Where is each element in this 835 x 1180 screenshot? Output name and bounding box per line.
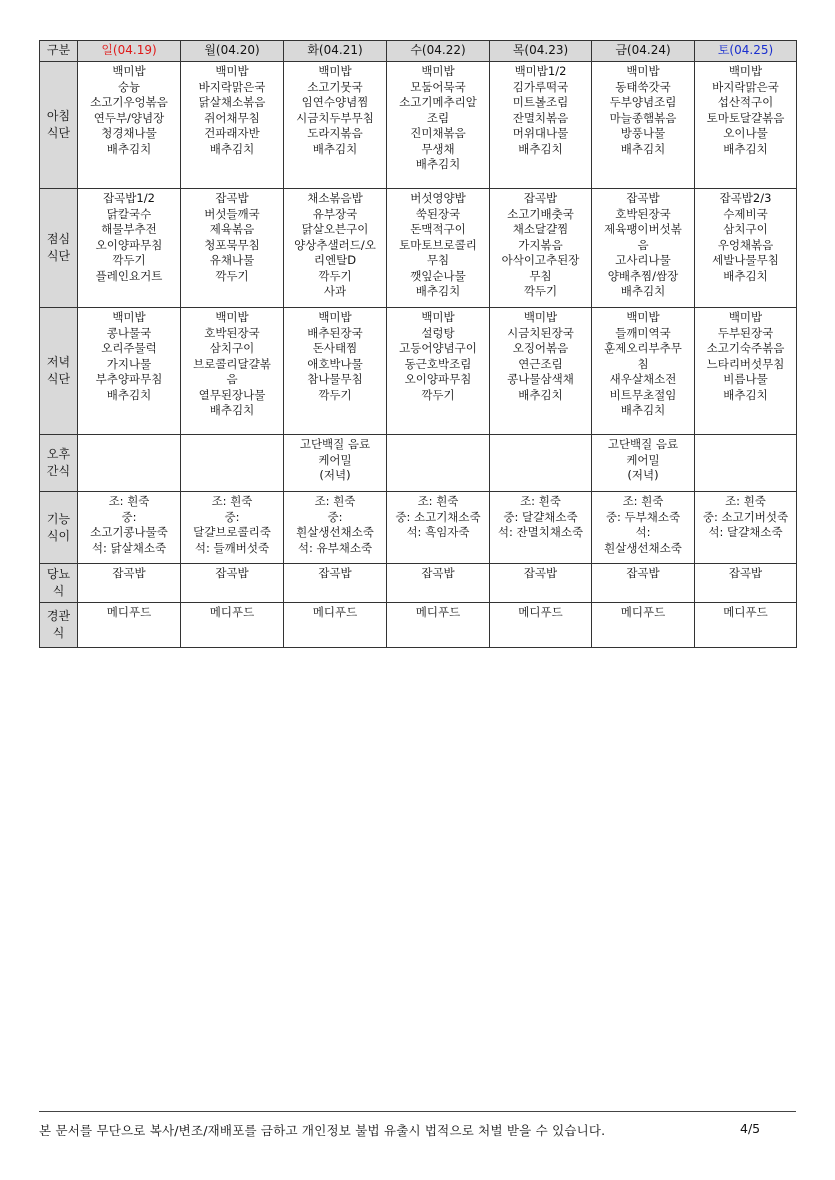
menu-item: 고사리나물	[615, 253, 671, 267]
menu-cell	[490, 62, 592, 189]
menu-item: 오리주물럭	[101, 341, 157, 355]
menu-cell	[284, 435, 387, 492]
menu-item: 새우살채소전	[609, 372, 677, 386]
menu-item: 배추김치	[209, 141, 255, 156]
menu-item: 깍두기	[421, 387, 455, 402]
menu-item: 잡곡밥	[523, 566, 558, 580]
menu-item: 임연수양념찜	[301, 95, 369, 109]
menu-item: 백미밥	[112, 64, 146, 78]
menu-cell	[695, 435, 797, 492]
menu-cell	[181, 435, 284, 492]
menu-item: 닭칼국수	[106, 206, 152, 221]
menu-cell	[78, 62, 181, 189]
menu-cell	[181, 189, 284, 308]
menu-item: 중: 달걀채소죽	[503, 509, 578, 524]
menu-item: 채소볶음밥	[307, 191, 363, 205]
meal-row-breakfast	[40, 62, 797, 189]
menu-item: 들깨미역국	[615, 325, 671, 340]
menu-item: 브로콜리달걀볶	[193, 356, 271, 371]
menu-cell	[78, 435, 181, 492]
meal-row-snack	[40, 435, 797, 492]
menu-item: 부추양파무침	[95, 372, 163, 386]
menu-item: 깍두기	[318, 387, 352, 402]
menu-cell	[78, 189, 181, 308]
menu-item: 양배추찜/쌈장	[607, 268, 679, 283]
menu-item: 연두부/양념장	[93, 110, 165, 125]
menu-item: 유부장국	[312, 206, 358, 221]
menu-item: 비름나물	[723, 372, 768, 386]
menu-cell	[284, 603, 387, 648]
day-header-tue: 화(04.21)	[284, 41, 387, 62]
menu-item: 머위대나물	[512, 126, 569, 140]
menu-cell	[490, 492, 592, 564]
menu-item: 설렁탕	[421, 325, 455, 340]
menu-item: 석: 닭살채소죽	[91, 540, 167, 555]
menu-cell	[695, 189, 797, 308]
row-label-line: 점심	[46, 232, 71, 246]
menu-item: 버섯들깨국	[204, 206, 260, 221]
menu-item: 소고기우엉볶음	[90, 95, 168, 109]
menu-item: 아삭이고추된장	[501, 253, 580, 267]
menu-cell	[695, 62, 797, 189]
menu-item: 플레인요거트	[95, 268, 163, 283]
menu-item: 배추김치	[723, 141, 768, 156]
menu-cell	[490, 189, 592, 308]
menu-item: 청경채나물	[101, 126, 157, 140]
menu-item: 삼치구이	[723, 222, 768, 236]
menu-item: 잡곡밥	[626, 566, 660, 580]
menu-item: 잡곡밥	[215, 566, 249, 580]
menu-item: 중:	[121, 509, 137, 524]
menu-item: 배추김치	[415, 284, 461, 298]
menu-item: 조: 흰죽	[417, 494, 459, 508]
meal-row-tube-feeding	[40, 603, 797, 648]
menu-item: 잡곡밥1/2	[103, 191, 155, 205]
menu-item: 고단백질 음료	[299, 437, 371, 451]
menu-item: 유채나물	[209, 253, 255, 267]
row-label-special-diet	[40, 492, 78, 564]
menu-item: 석: 들깨버섯죽	[194, 540, 270, 555]
menu-item: 우엉채볶음	[717, 237, 774, 252]
menu-item: (저녁)	[627, 468, 659, 482]
menu-item: 배추김치	[518, 387, 563, 402]
menu-cell	[695, 308, 797, 435]
menu-cell	[490, 564, 592, 603]
menu-cell	[181, 308, 284, 435]
menu-item: 쥐어채무침	[204, 110, 260, 125]
day-header-thu: 목(04.23)	[490, 41, 592, 62]
page-number: 4/5	[740, 1121, 761, 1136]
menu-item: 케어밀	[626, 452, 660, 467]
meal-row-special-diet	[40, 492, 797, 564]
menu-item: 마늘종햄볶음	[609, 110, 677, 125]
menu-item: 제육볶음	[209, 222, 255, 236]
menu-item: 백미밥	[215, 310, 249, 324]
menu-item: (저녁)	[319, 468, 351, 482]
menu-body	[40, 62, 797, 648]
menu-item: 조: 흰죽	[622, 494, 664, 508]
menu-item: 채소달걀찜	[512, 222, 569, 236]
menu-item: 오징어볶음	[512, 341, 569, 355]
menu-item: 호박된장국	[204, 325, 260, 340]
menu-item: 느타리버섯무침	[706, 356, 785, 371]
menu-cell	[695, 492, 797, 564]
menu-item: 삼치구이	[209, 341, 255, 355]
menu-item: 깍두기	[318, 268, 352, 283]
menu-item: 배추김치	[106, 387, 152, 402]
menu-item: 백미밥	[728, 310, 763, 324]
menu-cell	[387, 62, 490, 189]
header-corner: 구분	[40, 41, 78, 62]
menu-item: 건파래자반	[204, 126, 260, 140]
menu-item: 배추김치	[723, 387, 768, 402]
menu-item: 가지볶음	[518, 237, 563, 252]
row-label-breakfast	[40, 62, 78, 189]
menu-item: 참나물무침	[307, 372, 363, 386]
menu-item: 도라지볶음	[307, 126, 363, 140]
menu-item: 중:	[327, 509, 343, 524]
menu-item: 배추김치	[415, 157, 461, 171]
menu-item: 메디푸드	[415, 605, 461, 619]
menu-item: 토마토달걀볶음	[706, 110, 785, 125]
menu-cell	[78, 308, 181, 435]
menu-item: 소고기숙주볶음	[706, 341, 785, 355]
menu-item: 잡곡밥	[421, 566, 455, 580]
menu-item: 바지락맑은국	[712, 79, 779, 94]
menu-item: 버섯영양밥	[410, 191, 466, 205]
menu-cell	[592, 189, 695, 308]
menu-cell	[181, 492, 284, 564]
menu-item: 시금치된장국	[507, 325, 574, 340]
menu-item: 바지락맑은국	[198, 79, 266, 94]
menu-cell	[78, 492, 181, 564]
menu-item: 잡곡밥	[523, 191, 558, 205]
menu-item: 백미밥	[421, 64, 455, 78]
menu-item: 고단백질 음료	[607, 437, 679, 451]
menu-item: 콩나물국	[106, 325, 152, 340]
menu-item: 잡곡밥	[626, 191, 660, 205]
menu-item: 김가루떡국	[512, 79, 569, 94]
menu-item: 백미밥	[626, 310, 660, 324]
menu-item: 시금치두부무침	[296, 110, 374, 125]
row-label-line: 당뇨	[46, 567, 71, 581]
menu-item: 모둠어묵국	[410, 79, 466, 94]
meal-row-diabetic-diet	[40, 564, 797, 603]
menu-cell	[181, 603, 284, 648]
menu-item: 백미밥	[626, 64, 660, 78]
menu-item: 두부양념조림	[609, 95, 677, 109]
menu-item: 흰살생선채소죽	[296, 525, 374, 539]
menu-item: 리엔탈D	[313, 253, 357, 267]
menu-item: 수제비국	[723, 206, 768, 221]
menu-item: 동태쑥갓국	[615, 79, 671, 94]
menu-item: 배추김치	[620, 141, 666, 156]
menu-item: 배추김치	[620, 284, 666, 298]
menu-cell	[78, 603, 181, 648]
menu-item: 배추김치	[723, 268, 768, 283]
menu-item: 메디푸드	[312, 605, 358, 619]
menu-item: 미트볼조림	[512, 95, 569, 109]
footer-divider	[39, 1111, 796, 1112]
menu-item: 잡곡밥	[215, 191, 249, 205]
menu-item: 제육팽이버섯볶	[604, 222, 682, 236]
menu-item: 숭늉	[117, 79, 141, 94]
menu-item: 깍두기	[215, 268, 249, 283]
row-label-line: 식단	[46, 372, 71, 386]
row-label-line: 식단	[46, 126, 71, 140]
menu-cell	[387, 564, 490, 603]
menu-item: 중: 소고기채소죽	[395, 509, 481, 524]
menu-item: 돈맥적구이	[410, 222, 466, 236]
menu-item: 토마토브로콜리	[399, 237, 477, 252]
menu-cell	[284, 62, 387, 189]
menu-item: 소고기메추리알	[399, 95, 477, 109]
menu-item: 무생채	[421, 141, 455, 156]
menu-item: 양상추샐러드/오	[294, 237, 376, 252]
menu-item: 배추김치	[620, 403, 666, 417]
menu-item: 백미밥	[318, 310, 352, 324]
row-label-line: 식이	[46, 528, 71, 543]
weekly-meal-table	[39, 40, 797, 648]
row-label-snack	[40, 435, 78, 492]
menu-item: 조: 흰죽	[520, 494, 561, 508]
menu-item: 콩나물삼색채	[507, 372, 574, 386]
menu-item: 동근호박조림	[404, 356, 472, 371]
menu-cell	[284, 308, 387, 435]
row-label-line: 오후	[46, 447, 71, 461]
menu-item: 백미밥	[318, 64, 352, 78]
row-label-line: 기능	[46, 511, 71, 526]
menu-item: 배추된장국	[307, 325, 363, 340]
menu-item: 가지나물	[106, 356, 152, 371]
menu-cell	[592, 308, 695, 435]
menu-cell	[592, 435, 695, 492]
row-label-line: 간식	[46, 464, 71, 478]
menu-item: 깍두기	[523, 284, 558, 298]
menu-item: 석: 잔멸치채소죽	[497, 525, 584, 539]
menu-cell	[387, 308, 490, 435]
row-label-dinner	[40, 308, 78, 435]
row-label-line: 식	[52, 626, 65, 640]
menu-item: 소고기콩나물죽	[90, 525, 168, 539]
row-label-line: 경관	[46, 609, 71, 623]
menu-cell	[592, 564, 695, 603]
menu-item: 백미밥	[523, 310, 558, 324]
menu-item: 메디푸드	[620, 605, 666, 619]
menu-item: 훈제오리부추무	[604, 341, 682, 355]
menu-item: 잡곡밥	[318, 566, 352, 580]
menu-item: 배추김치	[209, 403, 255, 417]
menu-item: 흰살생선채소죽	[604, 540, 682, 555]
menu-item: 깍두기	[112, 253, 146, 267]
menu-item: 백미밥	[215, 64, 249, 78]
menu-item: 잡곡밥	[112, 566, 146, 580]
menu-item: 메디푸드	[209, 605, 255, 619]
menu-item: 연근조림	[518, 356, 563, 371]
footer-notice: 본 문서를 무단으로 복사/변조/재배포를 금하고 개인정보 불법 유출시 법적으로 처벌 받을 수 있습니다.	[39, 1123, 606, 1138]
meal-row-lunch	[40, 189, 797, 308]
menu-cell	[592, 492, 695, 564]
row-label-line: 식단	[46, 249, 71, 263]
menu-item: 조: 흰죽	[211, 494, 253, 508]
menu-item: 달걀브로콜리죽	[193, 525, 271, 539]
row-label-tube-feeding	[40, 603, 78, 648]
menu-item: 깻잎순나물	[410, 268, 466, 283]
menu-item: 메디푸드	[723, 605, 768, 619]
menu-item: 방풍나물	[620, 126, 666, 140]
menu-item: 배추김치	[106, 141, 152, 156]
menu-item: 메디푸드	[518, 605, 563, 619]
menu-cell	[490, 603, 592, 648]
menu-cell	[592, 62, 695, 189]
menu-cell	[181, 62, 284, 189]
row-label-diabetic-diet	[40, 564, 78, 603]
menu-item: 두부된장국	[717, 325, 774, 340]
menu-item: 백미밥	[112, 310, 146, 324]
menu-item: 무침	[529, 268, 552, 283]
menu-item: 청포묵무침	[204, 237, 260, 252]
menu-cell	[592, 603, 695, 648]
menu-item: 소고기배춧국	[507, 206, 574, 221]
menu-item: 중: 소고기버섯죽	[702, 509, 789, 524]
menu-item: 쑥된장국	[415, 206, 461, 221]
menu-cell	[387, 435, 490, 492]
day-header-sun: 일(04.19)	[78, 41, 181, 62]
menu-cell	[284, 564, 387, 603]
menu-cell	[490, 308, 592, 435]
row-label-line: 식	[52, 584, 65, 598]
menu-item: 애호박나물	[307, 356, 363, 371]
menu-item: 오이나물	[723, 126, 768, 140]
menu-item: 배추김치	[518, 141, 563, 156]
menu-item: 잡곡밥2/3	[719, 191, 772, 205]
menu-cell	[181, 564, 284, 603]
meal-row-dinner	[40, 308, 797, 435]
menu-item: 돈사태찜	[312, 341, 358, 355]
menu-item: 세발나물무침	[712, 253, 779, 267]
menu-item: 해물부추전	[101, 222, 157, 236]
menu-item: 조: 흰죽	[108, 494, 150, 508]
menu-item: 닭살오븐구이	[301, 222, 369, 236]
menu-item: 소고기뭇국	[307, 79, 363, 94]
menu-item: 호박된장국	[615, 206, 671, 221]
menu-cell	[387, 492, 490, 564]
menu-item: 조: 흰죽	[314, 494, 356, 508]
row-label-lunch	[40, 189, 78, 308]
menu-item: 잔멸치볶음	[512, 110, 569, 125]
day-header-fri: 금(04.24)	[592, 41, 695, 62]
menu-cell	[695, 603, 797, 648]
menu-cell	[284, 189, 387, 308]
menu-item: 음	[226, 372, 238, 386]
menu-item: 백미밥	[421, 310, 455, 324]
menu-item: 섭산적구이	[717, 95, 774, 109]
day-header-sat: 토(04.25)	[695, 41, 797, 62]
row-label-line: 아침	[46, 109, 71, 123]
menu-item: 백미밥1/2	[514, 64, 567, 78]
menu-item: 무침	[426, 253, 450, 267]
menu-item: 비트무초절임	[609, 387, 677, 402]
day-header-mon: 월(04.20)	[181, 41, 284, 62]
menu-cell	[695, 564, 797, 603]
menu-item: 배추김치	[312, 141, 358, 156]
menu-cell	[387, 189, 490, 308]
menu-cell	[490, 435, 592, 492]
menu-item: 잡곡밥	[728, 566, 763, 580]
menu-cell	[387, 603, 490, 648]
menu-item: 오이양파무침	[95, 237, 163, 252]
menu-item: 석: 흑임자죽	[406, 525, 470, 539]
menu-item: 조: 흰죽	[725, 494, 766, 508]
menu-item: 석: 달걀채소죽	[708, 525, 783, 539]
row-label-line: 저녁	[46, 355, 71, 369]
menu-item: 사과	[323, 284, 347, 298]
menu-item: 석: 유부채소죽	[297, 540, 373, 555]
day-header-wed: 수(04.22)	[387, 41, 490, 62]
header-row	[40, 41, 797, 62]
menu-cell	[78, 564, 181, 603]
menu-item: 케어밀	[318, 452, 352, 467]
menu-item: 닭살채소볶음	[198, 95, 266, 109]
menu-item: 오이양파무침	[404, 372, 472, 386]
menu-item: 백미밥	[728, 64, 763, 78]
menu-item: 침	[637, 356, 649, 371]
menu-item: 음	[637, 237, 649, 252]
menu-cell	[284, 492, 387, 564]
menu-item: 조림	[426, 110, 450, 125]
menu-item: 중: 두부채소죽	[605, 509, 681, 524]
menu-item: 중:	[224, 509, 240, 524]
menu-item: 열무된장나물	[198, 387, 266, 402]
menu-item: 진미채볶음	[410, 126, 466, 140]
menu-item: 석:	[635, 525, 651, 539]
menu-item: 메디푸드	[106, 605, 152, 619]
menu-item: 고등어양념구이	[399, 341, 477, 355]
